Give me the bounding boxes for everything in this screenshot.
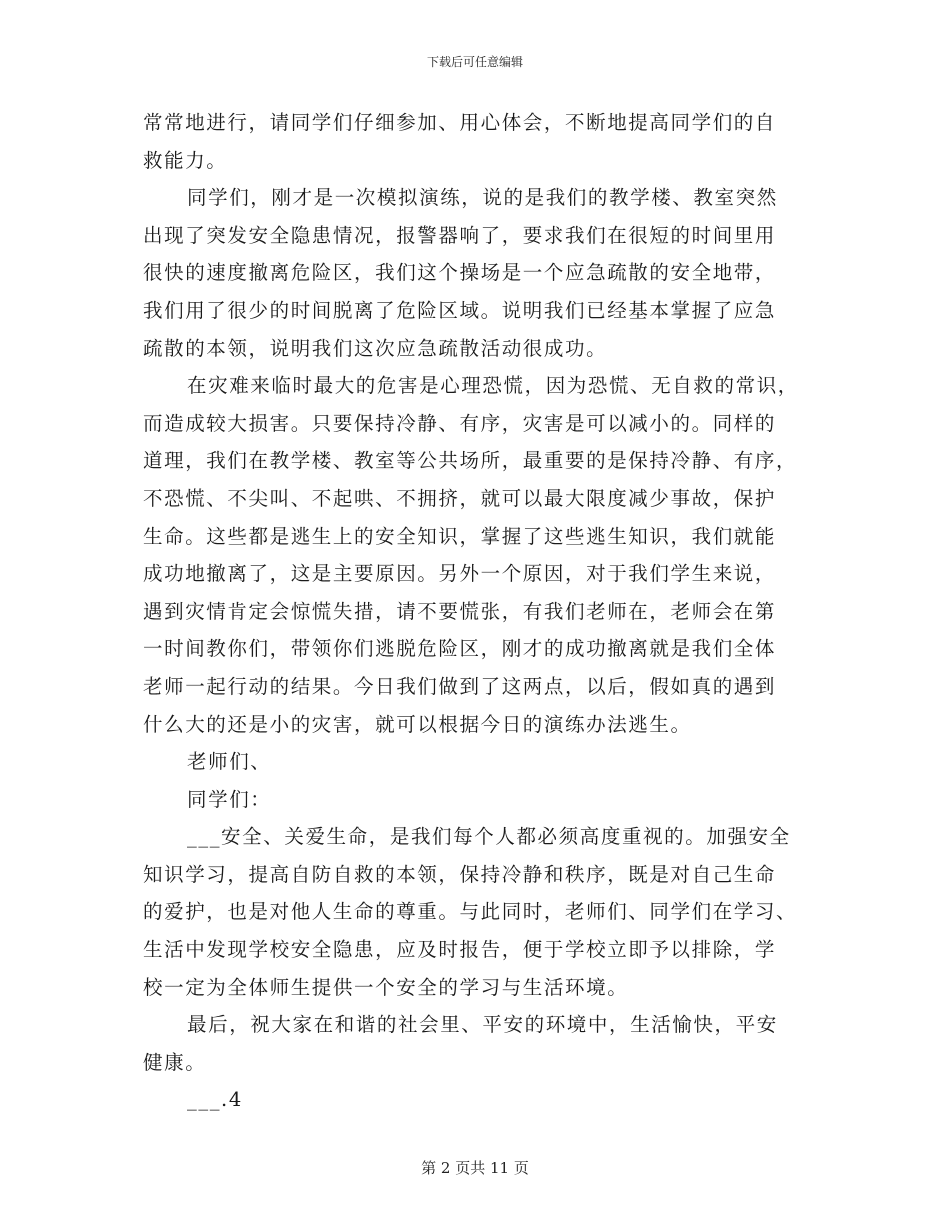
text-line: 生命。这些都是逃生上的安全知识，掌握了这些逃生知识，我们就能 xyxy=(143,524,777,548)
document-body xyxy=(143,104,803,1119)
text-line: 老师一起行动的结果。今日我们做到了这两点，以后，假如真的遇到 xyxy=(143,674,777,698)
text-line: 救能力。 xyxy=(143,148,228,172)
text-line: 最后，祝大家在和谐的社会里、平安的环境中，生活愉快，平安 xyxy=(187,1013,778,1037)
text-line: 同学们，刚才是一次模拟演练，说的是我们的教学楼、教室突然 xyxy=(187,186,778,210)
text-line: 一时间教你们，带领你们逃脱危险区，刚才的成功撤离就是我们全体 xyxy=(143,637,777,661)
text-line: 什么大的还是小的灾害，就可以根据今日的演练办法逃生。 xyxy=(143,712,692,736)
text-line: 疏散的本领，说明我们这次应急疏散活动很成功。 xyxy=(143,336,608,360)
text-line: 成功地撤离了，这是主要原因。另外一个原因，对于我们学生来说， xyxy=(143,562,777,586)
text-line: 在灾难来临时最大的危害是心理恐慌，因为恐慌、无自救的常识， xyxy=(187,374,799,398)
text-line: ___安全、关爱生命，是我们每个人都必须高度重视的。加强安全 xyxy=(187,825,791,849)
text-line: 道理，我们在教学楼、教室等公共场所，最重要的是保持冷静、有序， xyxy=(143,449,798,473)
text-line: 同学们： xyxy=(187,787,272,811)
text-line: 校一定为全体师生提供一个安全的学习与生活环境。 xyxy=(143,975,629,999)
text-line: 我们用了很少的时间脱离了危险区域。说明我们已经基本掌握了应急 xyxy=(143,298,777,322)
text-line: 不恐慌、不尖叫、不起哄、不拥挤，就可以最大限度减少事故，保护 xyxy=(143,486,777,510)
text-line: 常常地进行，请同学们仔细参加、用心体会，不断地提高同学们的自 xyxy=(143,111,777,134)
text-line: 的爱护，也是对他人生命的尊重。与此同时，老师们、同学们在学习、 xyxy=(143,900,798,924)
text-line: 而造成较大损害。只要保持冷静、有序，灾害是可以减小的。同样的 xyxy=(143,411,777,435)
text-line: 很快的速度撤离危险区，我们这个操场是一个应急疏散的安全地带， xyxy=(143,261,777,285)
text-line: 知识学习，提高自防自救的本领，保持冷静和秩序，既是对自己生命 xyxy=(143,862,777,886)
text-line: 遇到灾情肯定会惊慌失措，请不要慌张，有我们老师在，老师会在第 xyxy=(143,599,777,623)
text-line: 健康。 xyxy=(143,1050,207,1074)
page-footer: 第 2 页共 11 页 xyxy=(421,1159,529,1177)
text-line: 老师们、 xyxy=(187,750,272,774)
text-line: 出现了突发安全隐患情况，报警器响了，要求我们在很短的时间里用 xyxy=(143,223,777,247)
text-line: ___.4 xyxy=(187,1088,243,1112)
text-line: 生活中发现学校安全隐患，应及时报告，便于学校立即予以排除，学 xyxy=(143,938,777,962)
page-header: 下载后可任意编辑 xyxy=(426,55,523,69)
